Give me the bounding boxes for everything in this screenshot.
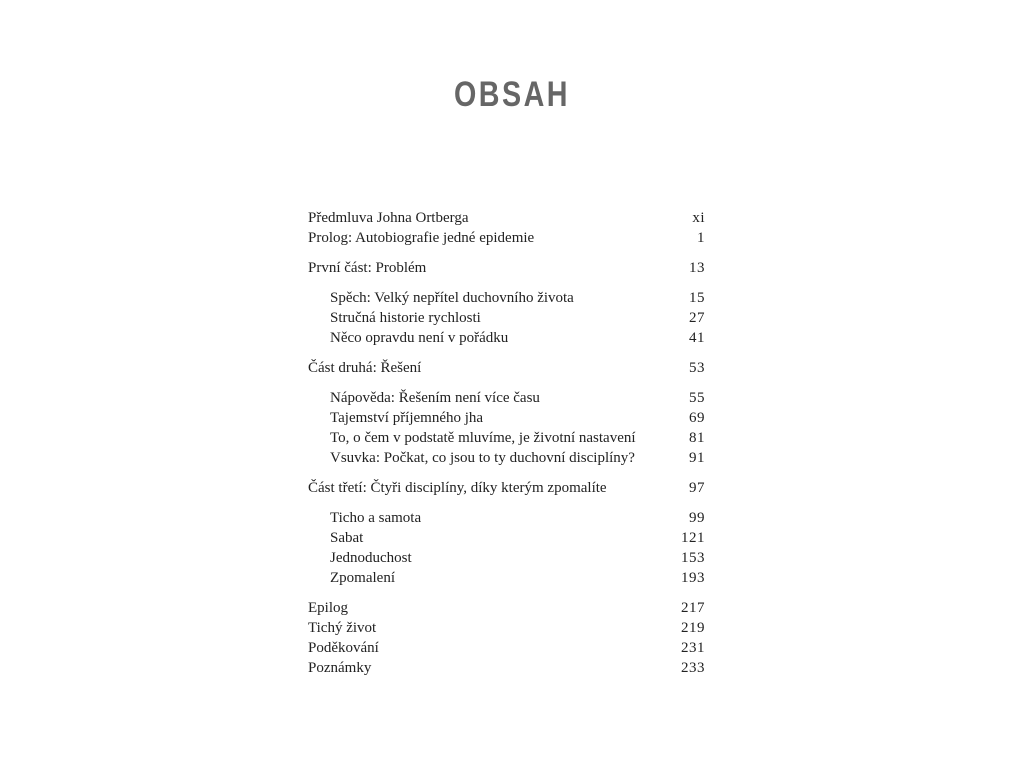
toc-entry-page: 81 — [689, 430, 705, 446]
toc-entry-label: Epilog — [308, 600, 348, 616]
toc-entry — [308, 528, 705, 548]
toc-entry — [308, 508, 705, 528]
toc-entry-label: První část: Problém — [308, 260, 427, 276]
toc-entry-page: 41 — [689, 330, 705, 346]
toc-entry — [308, 598, 705, 618]
toc-entry — [308, 428, 705, 448]
toc-entry-page: 69 — [689, 410, 705, 426]
toc-entry-page: 121 — [681, 530, 705, 546]
toc-entry-page: 13 — [689, 260, 705, 276]
toc-entry-page: 217 — [681, 600, 705, 616]
toc-entry-page: 27 — [689, 310, 705, 326]
toc-entry-page: 233 — [681, 660, 705, 676]
toc-entry-label: Zpomalení — [330, 570, 395, 586]
toc-entry-label: Tajemství příjemného jha — [330, 410, 484, 426]
toc-part-heading — [308, 358, 705, 378]
toc-entry-label: Sabat — [330, 530, 364, 546]
toc-entry-label: Jednoduchost — [330, 550, 412, 566]
toc-entry-label: Něco opravdu není v pořádku — [330, 330, 509, 346]
toc-entry — [308, 548, 705, 568]
toc-entry-label: Část třetí: Čtyři disciplíny, díky kterým zpomalíte — [308, 480, 607, 496]
toc-entry — [308, 308, 705, 328]
toc-entry — [308, 228, 705, 248]
toc-entry-page: 15 — [689, 290, 705, 306]
toc-entry-label: To, o čem v podstatě mluvíme, je životní nastavení — [330, 430, 636, 446]
toc-entry-label: Poznámky — [308, 660, 372, 676]
toc-part-heading — [308, 258, 705, 278]
toc-entry-page: 91 — [689, 450, 705, 466]
toc-entry-page: 53 — [689, 360, 705, 376]
toc-entry-label: Předmluva Johna Ortberga — [308, 210, 469, 226]
toc-entry — [308, 568, 705, 588]
toc-entry-page: 1 — [697, 230, 705, 246]
toc-entry-page: 153 — [681, 550, 705, 566]
toc-entry — [308, 408, 705, 428]
toc-entry — [308, 638, 705, 658]
toc-entry-label: Poděkování — [308, 640, 379, 656]
toc-entry-label: Ticho a samota — [330, 510, 422, 526]
toc-entry-page: 193 — [681, 570, 705, 586]
toc-entry-label: Spěch: Velký nepřítel duchovního života — [330, 290, 574, 306]
toc-entry-page: 99 — [689, 510, 705, 526]
toc-entry-page: 55 — [689, 390, 705, 406]
toc-entry — [308, 288, 705, 308]
toc-entry — [308, 208, 705, 228]
toc-entry-page: xi — [692, 210, 705, 226]
toc-entry-page: 231 — [681, 640, 705, 656]
toc-part-heading — [308, 478, 705, 498]
page-title: OBSAH — [454, 75, 570, 114]
toc-entry — [308, 618, 705, 638]
toc-entry-page: 219 — [681, 620, 705, 636]
toc-entry-label: Tichý život — [308, 620, 377, 636]
toc-entry-label: Část druhá: Řešení — [308, 360, 422, 376]
toc-entry — [308, 328, 705, 348]
table-of-contents — [308, 208, 705, 678]
toc-entry — [308, 388, 705, 408]
toc-entry-page: 97 — [689, 480, 705, 496]
toc-entry-label: Nápověda: Řešením není více času — [330, 390, 540, 406]
toc-entry-label: Stručná historie rychlosti — [330, 310, 481, 326]
toc-entry-label: Prolog: Autobiografie jedné epidemie — [308, 230, 535, 246]
toc-entry — [308, 658, 705, 678]
toc-entry — [308, 448, 705, 468]
toc-entry-label: Vsuvka: Počkat, co jsou to ty duchovní disciplíny? — [330, 450, 635, 466]
